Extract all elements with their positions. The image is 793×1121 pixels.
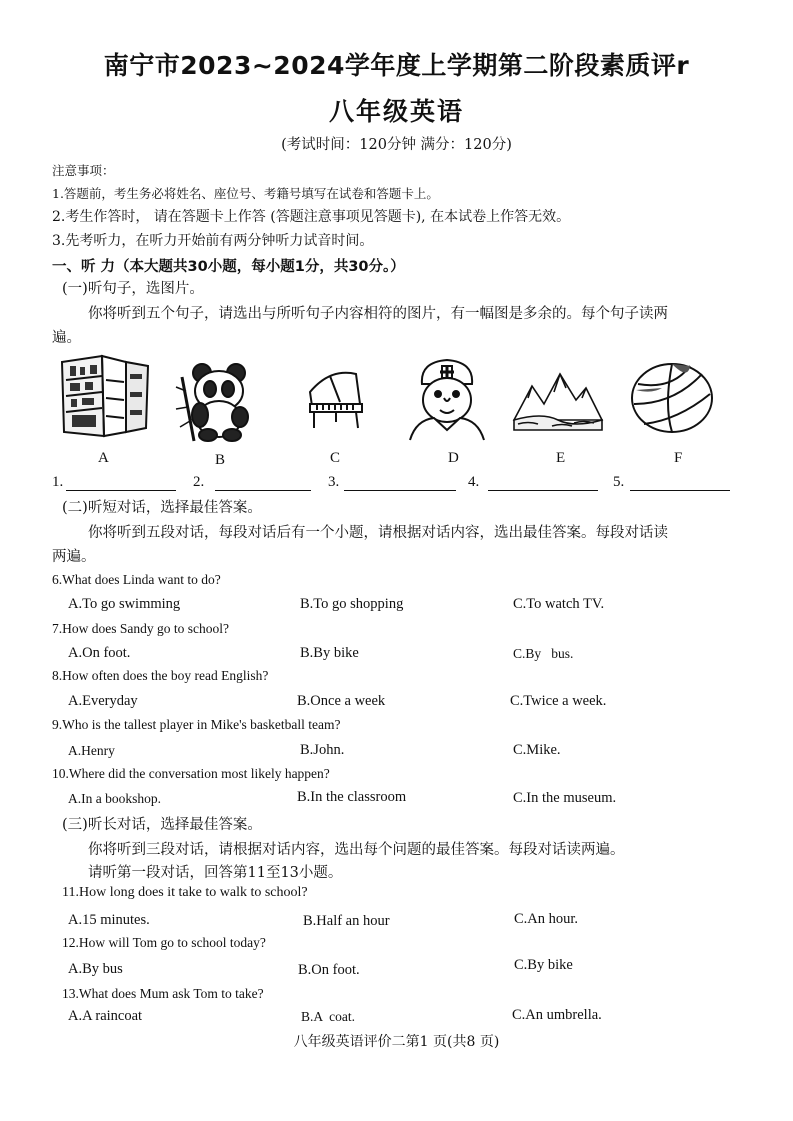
picture-label-b: B: [215, 452, 226, 468]
picture-label-e: E: [556, 450, 566, 466]
q13-option-b[interactable]: B.A coat.: [301, 1009, 355, 1024]
question-11: 11.How long does it take to walk to school?: [62, 885, 308, 900]
q11-option-c[interactable]: C.An hour.: [514, 911, 579, 927]
q13-option-a[interactable]: A.A raincoat: [68, 1008, 143, 1024]
question-9: 9.Who is the tallest player in Mike's basketball team?: [52, 717, 341, 732]
q12-option-a[interactable]: A.By bus: [68, 961, 123, 977]
page-footer: 八年级英语评价二第1 页(共8 页): [293, 1034, 500, 1050]
part1-heading: (一)听句子，选图片。: [62, 281, 204, 297]
picture-label-f: F: [674, 450, 683, 466]
blank-number-2: 2.: [193, 474, 205, 490]
answer-blank-3[interactable]: [344, 490, 456, 491]
blank-number-1: 1.: [52, 474, 64, 490]
q6-option-b[interactable]: B.To go shopping: [300, 596, 404, 612]
volleyball-icon: [628, 360, 716, 436]
note-item-1: 1.答题前，考生务必将姓名、座位号、考籍号填写在试卷和答题卡上。: [52, 186, 439, 201]
blank-number-5: 5.: [613, 474, 625, 490]
q8-option-a[interactable]: A.Everyday: [68, 693, 138, 709]
notes-heading: 注意事项：: [52, 163, 115, 178]
blank-number-3: 3.: [328, 474, 340, 490]
q12-option-b[interactable]: B.On foot.: [298, 962, 360, 978]
q7-option-a[interactable]: A.On foot.: [68, 645, 131, 661]
q6-option-a[interactable]: A.To go swimming: [68, 596, 181, 612]
q7-option-b[interactable]: B.By bike: [300, 645, 359, 661]
q11-option-b[interactable]: B.Half an hour: [303, 913, 390, 929]
exam-info: (考试时间：120分钟 满分：120分): [281, 137, 512, 153]
q10-option-c[interactable]: C.In the museum.: [513, 790, 617, 806]
q7-option-c[interactable]: C.By bus.: [513, 646, 574, 661]
answer-blank-1[interactable]: [66, 490, 176, 491]
panda-icon: [168, 357, 260, 443]
note-item-3: 3.先考听力，在听力开始前有两分钟听力试音时间。: [52, 233, 374, 249]
part2-instruction-cont: 两遍。: [52, 549, 96, 565]
question-12: 12.How will Tom go to school today?: [62, 935, 266, 950]
note-item-2: 2.考生作答时， 请在答题卡上作答 (答题注意事项见答题卡), 在本试卷上作答无效。: [52, 209, 571, 225]
q9-option-c[interactable]: C.Mike.: [513, 742, 561, 758]
q9-option-b[interactable]: B.John.: [300, 742, 345, 758]
question-10: 10.Where did the conversation most likely happen?: [52, 766, 330, 781]
q13-option-c[interactable]: C.An umbrella.: [512, 1007, 602, 1023]
doctor-icon: [400, 354, 494, 442]
exam-subtitle: 八年级英语: [328, 97, 464, 126]
refrigerator-icon: [52, 352, 156, 442]
part3-instruction: 你将听到三段对话，请根据对话内容，选出每个问题的最佳答案。每段对话读两遍。: [88, 842, 625, 858]
q8-option-b[interactable]: B.Once a week: [297, 693, 386, 709]
part2-instruction: 你将听到五段对话，每段对话后有一个小题，请根据对话内容，选出最佳答案。每段对话读: [88, 525, 668, 541]
question-13: 13.What does Mum ask Tom to take?: [62, 986, 264, 1001]
q11-option-a[interactable]: A.15 minutes.: [68, 912, 150, 928]
mountains-icon: [512, 366, 604, 432]
blank-number-4: 4.: [468, 474, 480, 490]
answer-blank-4[interactable]: [488, 490, 598, 491]
q12-option-c[interactable]: C.By bike: [514, 957, 573, 973]
answer-blank-5[interactable]: [630, 490, 730, 491]
question-7: 7.How does Sandy go to school?: [52, 621, 229, 636]
picture-label-a: A: [98, 450, 109, 466]
part3-heading: (三)听长对话，选择最佳答案。: [62, 817, 262, 833]
exam-title: 南宁市2023~2024学年度上学期第二阶段素质评r: [103, 51, 690, 80]
part1-instruction: 你将听到五个句子，请选出与所听句子内容相符的图片，有一幅图是多余的。每个句子读两: [88, 306, 668, 322]
q9-option-a[interactable]: A.Henry: [68, 743, 115, 758]
answer-blank-2[interactable]: [215, 490, 311, 491]
part1-instruction-cont: 遍。: [52, 330, 81, 346]
q6-option-c[interactable]: C.To watch TV.: [513, 596, 605, 612]
part2-heading: (二)听短对话，选择最佳答案。: [62, 500, 262, 516]
question-8: 8.How often does the boy read English?: [52, 668, 269, 683]
picture-label-d: D: [448, 450, 459, 466]
part3-instruction-cont: 请听第一段对话，回答第11至13小题。: [88, 865, 343, 881]
section-listening-heading: 一、听 力（本大题共30小题，每小题1分，共30分。）: [52, 259, 405, 275]
q8-option-c[interactable]: C.Twice a week.: [510, 693, 607, 709]
question-6: 6.What does Linda want to do?: [52, 572, 221, 587]
piano-icon: [300, 362, 372, 434]
q10-option-b[interactable]: B.In the classroom: [297, 789, 407, 805]
q10-option-a[interactable]: A.In a bookshop.: [68, 791, 161, 806]
picture-label-c: C: [330, 450, 341, 466]
